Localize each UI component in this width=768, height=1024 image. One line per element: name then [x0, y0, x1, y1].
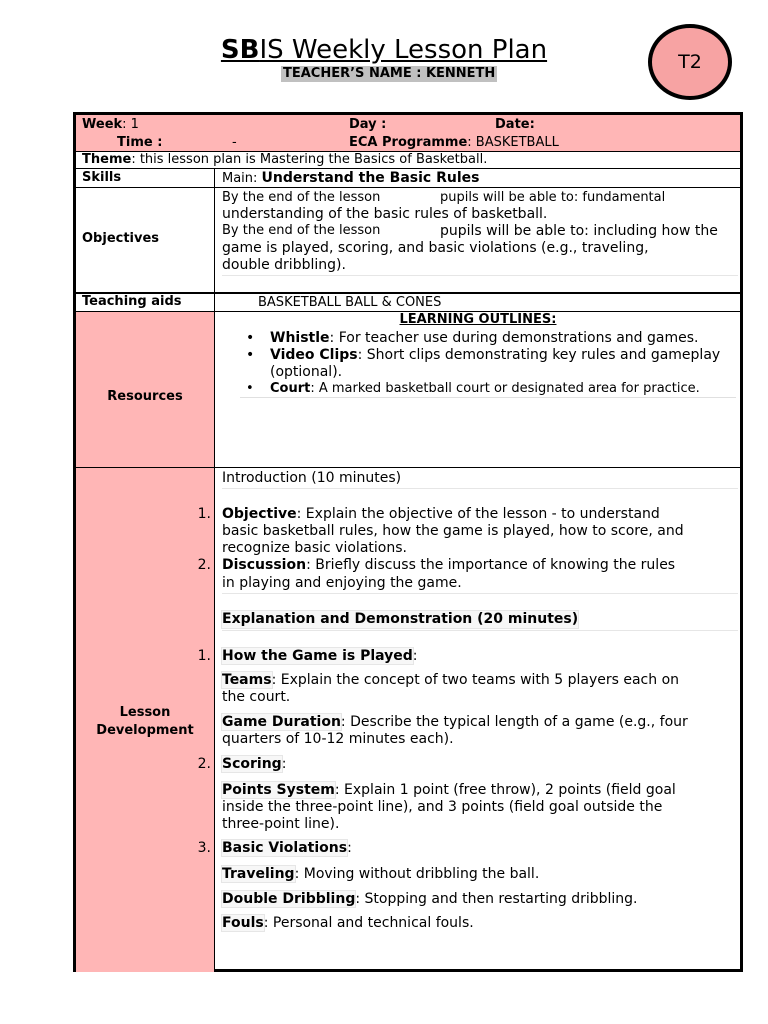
points-system-line-2: inside the three-point line), and 3 points (field goal outside the	[222, 799, 663, 815]
skills-main: Main: Understand the Basic Rules	[222, 170, 480, 186]
lesson-label-line-1: Lesson	[119, 705, 171, 720]
teaching-aids-value-cell	[216, 294, 740, 311]
points-system-line-1: Points System: Explain 1 point (free throw), 2 points (field goal	[222, 782, 676, 798]
objective-item-line-1: Objective: Explain the objective of the lesson - to understand	[222, 506, 660, 522]
lesson-plan-table	[73, 112, 743, 972]
list-number: 2.	[197, 756, 211, 772]
list-number: 2.	[197, 557, 211, 573]
basic-violations-heading: Basic Violations:	[222, 840, 352, 856]
scoring-heading: Scoring:	[222, 756, 287, 772]
title-bold-part: SB	[220, 35, 260, 65]
resource-item-video-clips: • Video Clips: Short clips demonstrating key rules and gameplay (optional).	[240, 347, 736, 381]
discussion-item-line-1: Discussion: Briefly discuss the importance of knowing the rules	[222, 557, 676, 573]
objective-line-2: understanding of the basic rules of basketball.	[222, 206, 548, 222]
time-label: Time :	[117, 135, 163, 150]
skills-row	[76, 169, 740, 188]
time-value: -	[232, 135, 237, 150]
fouls-line: Fouls: Personal and technical fouls.	[222, 915, 474, 931]
objectives-text-cell	[216, 188, 740, 292]
objective-line-3a: By the end of the lesson	[222, 223, 381, 238]
objectives-label: Objectives	[82, 231, 160, 246]
list-number: 1.	[197, 648, 211, 664]
resources-label: Resources	[107, 389, 183, 404]
lesson-development-row	[76, 468, 740, 972]
objective-guide-line	[222, 275, 738, 276]
guide-line	[222, 593, 738, 594]
term-badge: T2	[648, 24, 732, 100]
objective-line-1a: By the end of the lesson	[222, 190, 381, 205]
lesson-development-label-cell	[76, 468, 215, 972]
skills-label: Skills	[82, 170, 122, 185]
resources-row	[76, 312, 740, 468]
introduction-heading: Introduction (10 minutes)	[222, 470, 402, 486]
theme-row	[76, 152, 740, 169]
learning-outlines-heading: LEARNING OUTLINES:	[399, 312, 557, 327]
discussion-item-line-2: in playing and enjoying the game.	[222, 575, 462, 591]
traveling-line: Traveling: Moving without dribbling the ball.	[222, 866, 540, 882]
objective-line-3b: pupils will be able to: including how the	[440, 223, 718, 239]
teaching-aids-label-cell	[76, 294, 215, 311]
list-number: 3.	[197, 840, 211, 856]
guide-line	[222, 630, 738, 631]
objective-line-5: double dribbling).	[222, 257, 346, 273]
resources-label-cell	[76, 312, 215, 467]
skills-label-cell	[76, 169, 215, 187]
resources-content-cell	[216, 312, 740, 467]
teacher-name: TEACHER’S NAME : KENNETH	[283, 66, 496, 81]
teaching-aids-label: Teaching aids	[82, 294, 182, 309]
lesson-label-line-2: Development	[96, 723, 194, 738]
game-duration-line-2: quarters of 10-12 minutes each).	[222, 731, 454, 747]
objective-item-line-3: recognize basic violations.	[222, 540, 407, 556]
how-game-played-heading: How the Game is Played:	[222, 648, 418, 664]
explanation-heading: Explanation and Demonstration (20 minutes)	[222, 611, 579, 627]
teams-line-2: the court.	[222, 689, 291, 705]
game-duration-line-1: Game Duration: Describe the typical length of a game (e.g., four	[222, 714, 688, 730]
eca-programme: ECA Programme: BASKETBALL	[349, 135, 559, 150]
double-dribbling-line: Double Dribbling: Stopping and then restarting dribbling.	[222, 891, 638, 907]
list-number: 1.	[197, 506, 211, 522]
theme-text: Theme: this lesson plan is Mastering the Basics of Basketball.	[82, 152, 488, 167]
day-label: Day :	[349, 117, 387, 132]
teaching-aids-value: BASKETBALL BALL & CONES	[258, 295, 442, 310]
teams-line-1: Teams: Explain the concept of two teams with 5 players each on	[222, 672, 680, 688]
guide-line	[222, 488, 738, 489]
objectives-row	[76, 188, 740, 293]
points-system-line-3: three-point line).	[222, 816, 340, 832]
lesson-content-cell	[216, 468, 740, 972]
week-field: Week: 1	[82, 117, 139, 132]
skills-value-cell	[216, 169, 740, 187]
teaching-aids-row	[76, 293, 740, 312]
date-label: Date:	[495, 117, 535, 132]
objective-line-1b: pupils will be able to: fundamental	[440, 190, 666, 205]
objectives-label-cell	[76, 188, 215, 292]
resource-item-whistle: • Whistle: For teacher use during demonstrations and games.	[240, 330, 736, 347]
objective-line-4: game is played, scoring, and basic violations (e.g., traveling,	[222, 240, 649, 256]
meta-row	[76, 115, 740, 152]
title-rest: IS Weekly Lesson Plan	[259, 35, 548, 65]
resources-list	[240, 330, 736, 398]
resource-item-court: • Court: A marked basketball court or designated area for practice.	[240, 381, 736, 397]
objective-item-line-2: basic basketball rules, how the game is played, how to score, and	[222, 523, 684, 539]
